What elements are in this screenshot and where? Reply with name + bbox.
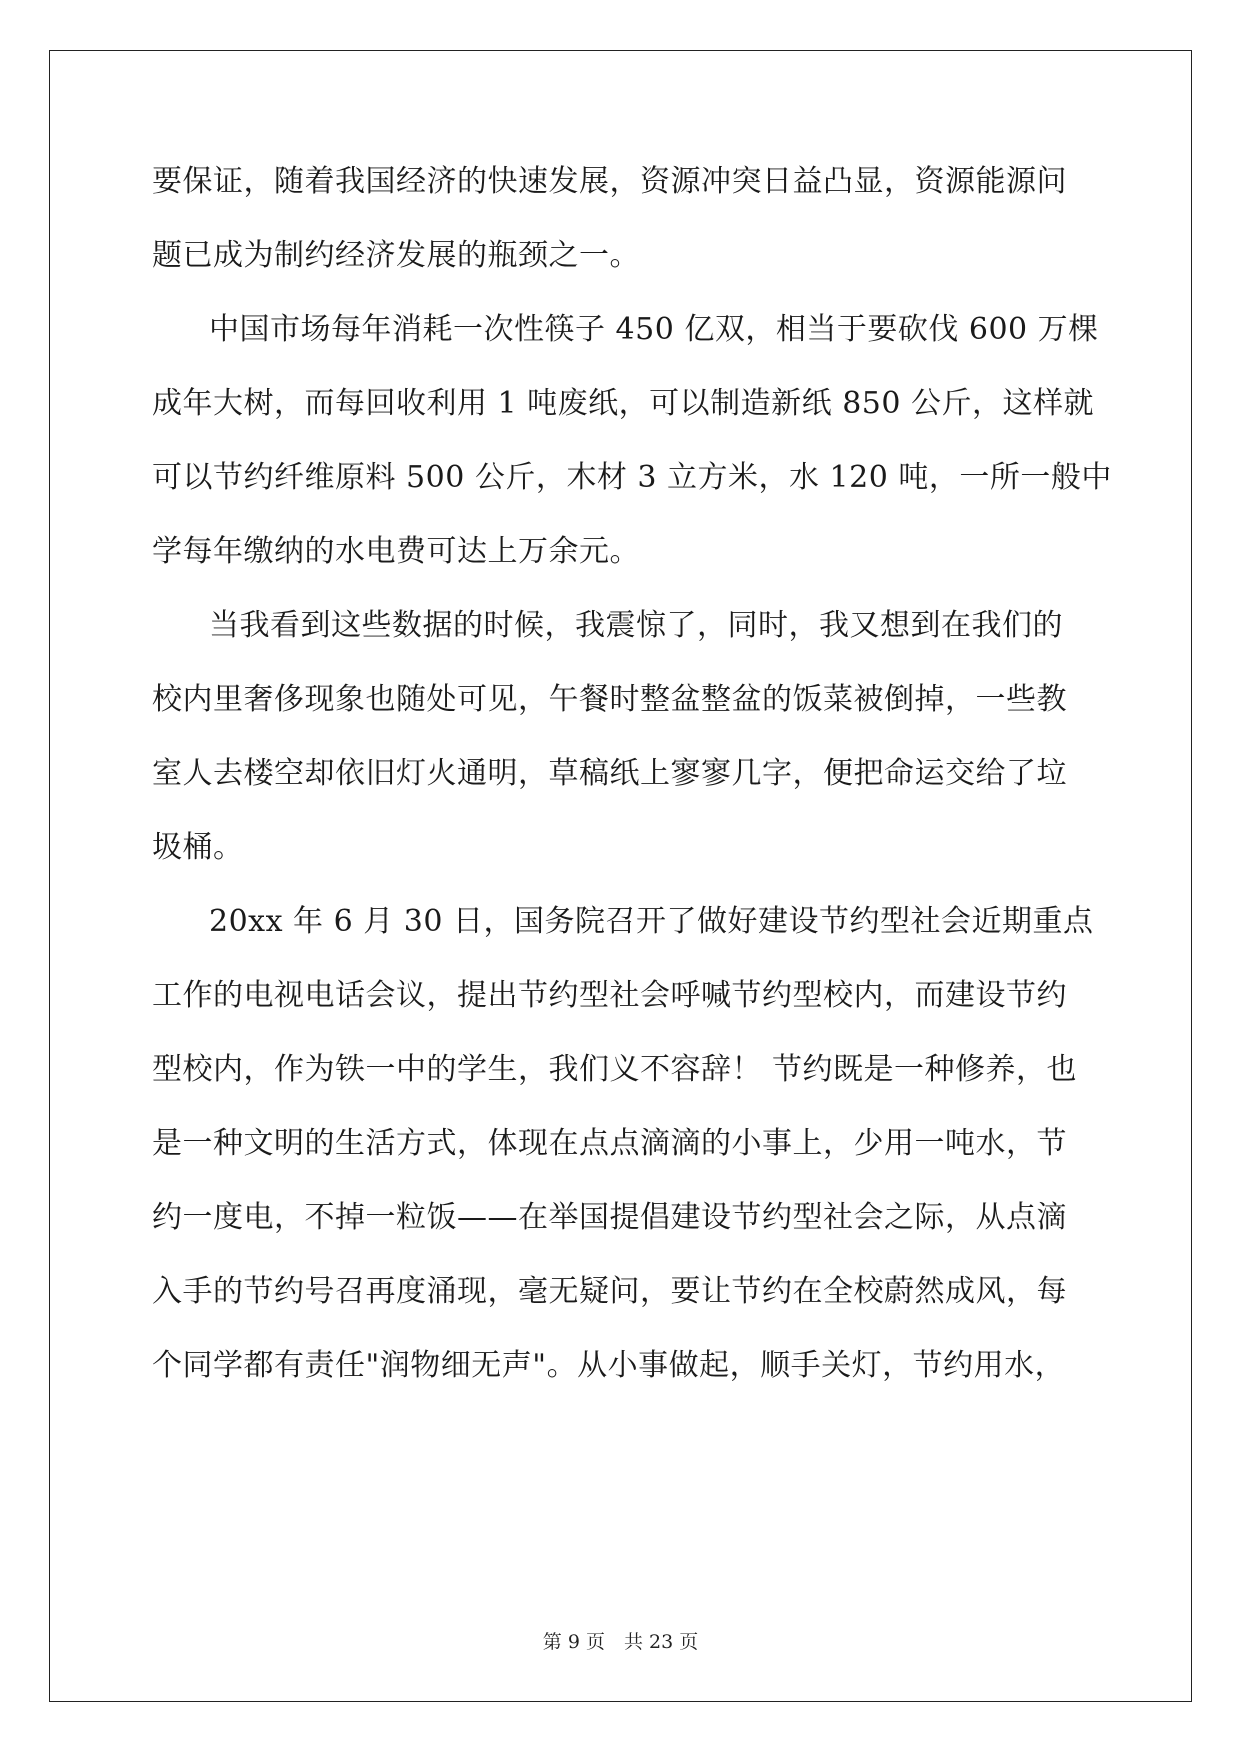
text-line: 个同学都有责任"润物细无声"。从小事做起，顺手关灯，节约用水， — [152, 1348, 1066, 1383]
text-line: 成年大树，而每回收利用 1 吨废纸，可以制造新纸 850 公斤，这样就 — [152, 386, 1094, 421]
text-line: 型校内，作为铁一中的学生，我们义不容辞！ 节约既是一种修养，也 — [152, 1052, 1078, 1087]
paragraph-first-line: 20xx 年 6 月 30 日，国务院召开了做好建设节约型社会近期重点 — [209, 904, 1094, 939]
text-line: 校内里奢侈现象也随处可见，午餐时整盆整盆的饭菜被倒掉，一些教 — [152, 682, 1067, 717]
page-number: 第 9 页 共 23 页 — [542, 1631, 699, 1653]
text-line: 入手的节约号召再度涌现，毫无疑问，要让节约在全校蔚然成风，每 — [152, 1274, 1067, 1309]
text-line: 室人去楼空却依旧灯火通明，草稿纸上寥寥几字，便把命运交给了垃 — [152, 756, 1067, 791]
text-line: 题已成为制约经济发展的瓶颈之一。 — [152, 238, 640, 273]
page-border — [49, 50, 1192, 1702]
text-line: 学每年缴纳的水电费可达上万余元。 — [152, 534, 640, 569]
text-line: 工作的电视电话会议，提出节约型社会呼喊节约型校内，而建设节约 — [152, 978, 1067, 1013]
text-line: 可以节约纤维原料 500 公斤，木材 3 立方米，水 120 吨，一所一般中 — [152, 460, 1112, 495]
paragraph-first-line: 中国市场每年消耗一次性筷子 450 亿双，相当于要砍伐 600 万棵 — [209, 312, 1099, 347]
text-line: 是一种文明的生活方式，体现在点点滴滴的小事上，少用一吨水，节 — [152, 1126, 1067, 1161]
text-line: 圾桶。 — [152, 830, 244, 865]
text-line: 约一度电，不掉一粒饭——在举国提倡建设节约型社会之际，从点滴 — [152, 1200, 1067, 1235]
paragraph-first-line: 当我看到这些数据的时候，我震惊了，同时，我又想到在我们的 — [209, 608, 1063, 643]
text-line: 要保证，随着我国经济的快速发展，资源冲突日益凸显，资源能源问 — [152, 164, 1067, 199]
